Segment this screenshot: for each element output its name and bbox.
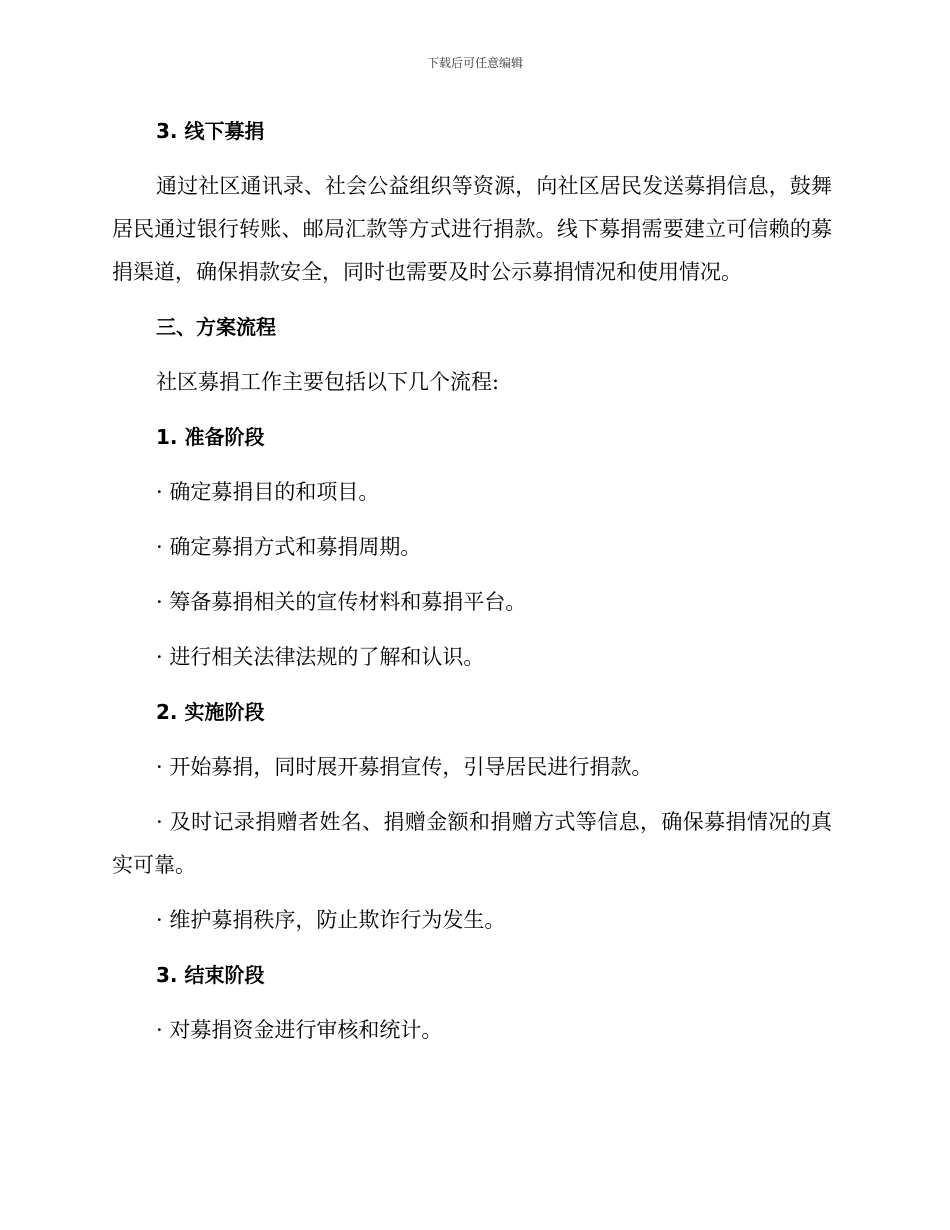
list-item: · 及时记录捐赠者姓名、捐赠金额和捐赠方式等信息，确保募捐情况的真实可靠。 [112,810,832,877]
document-body [112,110,832,1064]
section-heading-implementation: 2. 实施阶段 [156,700,265,724]
paragraph-offline-donation: 通过社区通讯录、社会公益组织等资源，向社区居民发送募捐信息，鼓舞居民通过银行转账、邮局汇款等方式进行捐款。线下募捐需要建立可信赖的募捐渠道，确保捐款安全，同时也需要及时公示募捐情况和使用情况。 [112,174,832,284]
page-header-note: 下载后可任意编辑 [426,56,523,70]
section-heading-process: 三、方案流程 [156,315,276,339]
paragraph-process-intro: 社区募捐工作主要包括以下几个流程: [156,370,500,394]
list-item: · 开始募捐，同时展开募捐宣传，引导居民进行捐款。 [156,755,653,779]
list-item: · 确定募捐目的和项目。 [156,480,380,504]
section-heading-conclusion: 3. 结束阶段 [156,963,265,987]
section-heading-offline-donation: 3. 线下募捐 [156,119,265,143]
section-heading-preparation: 1. 准备阶段 [156,425,265,449]
list-item: · 确定募捐方式和募捐周期。 [156,535,422,559]
list-item: · 筹备募捐相关的宣传材料和募捐平台。 [156,590,527,614]
list-item: · 对募捐资金进行审核和统计。 [156,1018,443,1042]
list-item: · 维护募捐秩序，防止欺诈行为发生。 [156,908,506,932]
list-item: · 进行相关法律法规的了解和认识。 [156,645,485,669]
